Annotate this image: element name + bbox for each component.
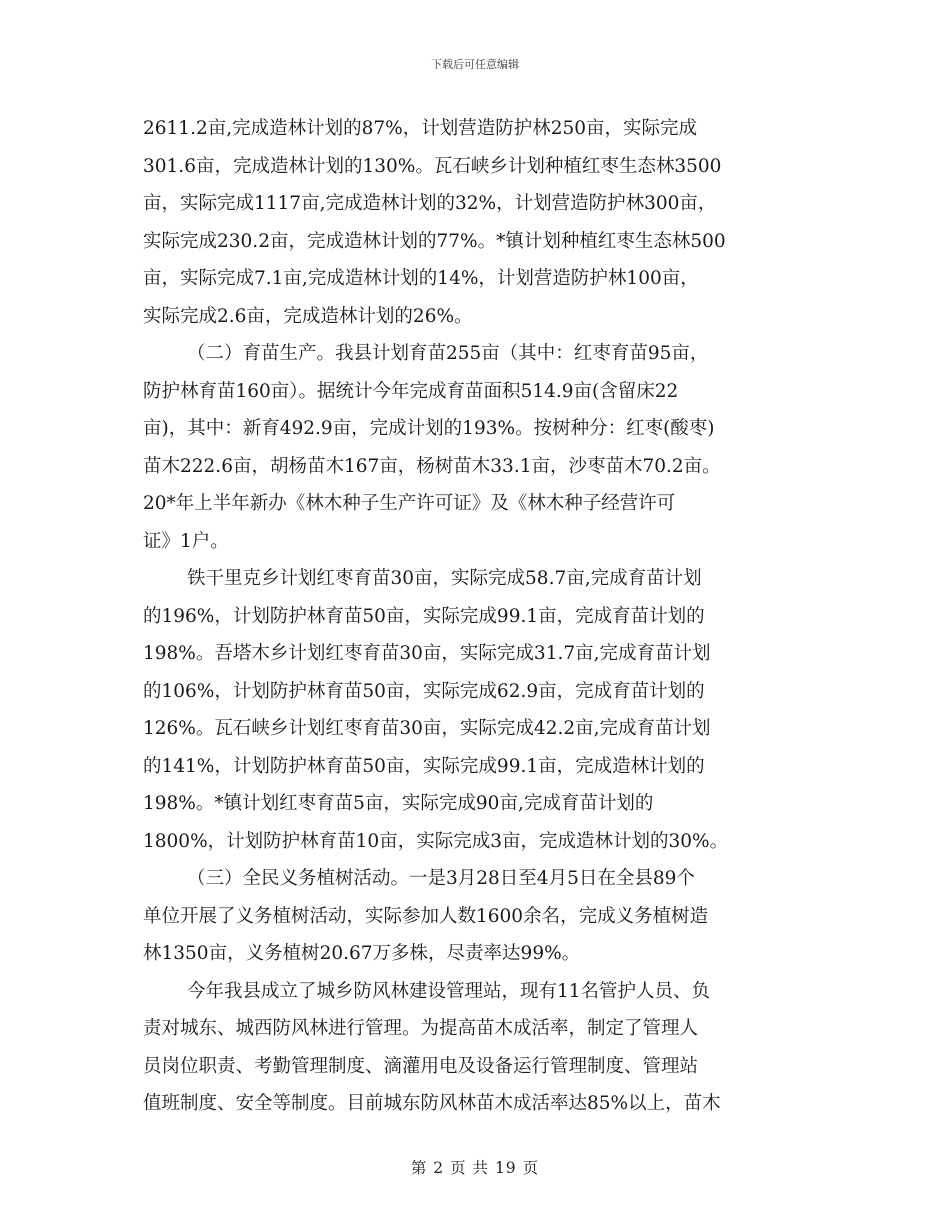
text-line: 林1350亩，义务植树20.67万多株，尽责率达99%。 — [143, 943, 581, 964]
paragraph-start-line: 今年我县成立了城乡防风林建设管理站，现有11名管护人员、负 — [187, 980, 711, 1002]
document-body — [143, 110, 813, 1123]
text-line: 亩，实际完成7.1亩,完成造林计划的14%，计划营造防护林100亩， — [143, 268, 699, 289]
text-line: 的141%，计划防护林育苗50亩，实际完成99.1亩，完成造林计划的 — [143, 755, 705, 777]
section-heading-line: （二）育苗生产。我县计划育苗255亩（其中：红枣育苗95亩， — [187, 343, 709, 364]
text-line: 亩，实际完成1117亩,完成造林计划的32%，计划营造防护林300亩， — [143, 193, 717, 214]
page-header-note: 下载后可任意编辑 — [431, 58, 519, 71]
text-line: 20*年上半年新办《林木种子生产许可证》及《林木种子经营许可 — [143, 493, 676, 514]
text-line: 1800%，计划防护林育苗10亩，实际完成3亩，完成造林计划的30%。 — [143, 830, 729, 852]
text-line: 的106%，计划防护林育苗50亩，实际完成62.9亩，完成育苗计划的 — [143, 680, 705, 702]
text-line: 2611.2亩,完成造林计划的87%，计划营造防护林250亩，实际完成 — [143, 118, 698, 139]
text-line: 单位开展了义务植树活动，实际参加人数1600余名，完成义务植树造 — [143, 905, 709, 927]
text-line: 301.6亩，完成造林计划的130%。瓦石峡乡计划种植红枣生态林3500 — [143, 155, 722, 177]
text-line: 值班制度、安全等制度。目前城东防风林苗木成活率达85%以上，苗木 — [143, 1093, 721, 1114]
section-heading-line: （三）全民义务植树活动。一是3月28日至4月5日在全县89个 — [187, 868, 695, 889]
text-line: 的196%，计划防护林育苗50亩，实际完成99.1亩，完成育苗计划的 — [143, 605, 705, 627]
text-line: 实际完成2.6亩，完成造林计划的26%。 — [143, 305, 473, 327]
text-line: 责对城东、城西防风林进行管理。为提高苗木成活率，制定了管理人 — [143, 1018, 699, 1039]
text-line: 实际完成230.2亩，完成造林计划的77%。*镇计划种植红枣生态林500 — [143, 230, 726, 252]
text-line: 员岗位职责、考勤管理制度、滴灌用电及设备运行管理制度、管理站 — [143, 1055, 699, 1077]
paragraph-start-line: 铁干里克乡计划红枣育苗30亩，实际完成58.7亩,完成育苗计划 — [187, 568, 702, 589]
text-line: 198%。*镇计划红枣育苗5亩，实际完成90亩,完成育苗计划的 — [143, 793, 654, 814]
text-line: 126%。瓦石峡乡计划红枣育苗30亩，实际完成42.2亩,完成育苗计划 — [143, 718, 711, 739]
text-line: 证》1户。 — [143, 530, 229, 552]
text-line: 防护林育苗160亩）。据统计今年完成育苗面积514.9亩(含留床22 — [143, 380, 679, 402]
text-line: 亩)，其中：新育492.9亩，完成计划的193%。按树种分：红枣(酸枣) — [143, 418, 715, 439]
text-line: 198%。吾塔木乡计划红枣育苗30亩，实际完成31.7亩,完成育苗计划 — [143, 643, 711, 664]
page-number-footer: 第 2 页 共 19 页 — [410, 1159, 540, 1177]
text-line: 苗木222.6亩，胡杨苗木167亩，杨树苗木33.1亩，沙枣苗木70.2亩。 — [143, 455, 721, 477]
